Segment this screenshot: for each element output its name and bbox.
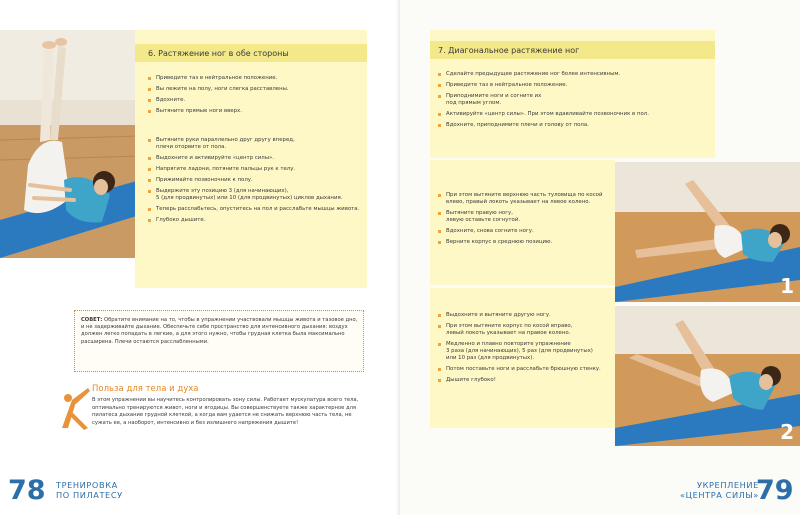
step-item: При этом вытяните корпус по косой вправо, левый локоть указывает на правое колено. (438, 323, 618, 337)
step-item: Сделайте предыдущее растяжение ног более интенсивным. (438, 71, 708, 78)
tip-text-block (81, 317, 359, 346)
exercise-7-title: 7. Диагональное растяжение ног (438, 46, 580, 55)
exercise-photo-v-sit (0, 30, 140, 258)
pilates-pose-icon (58, 382, 92, 432)
step-item: Вытяните прямые ноги вверх. (148, 108, 363, 115)
page-number-left: 78 (8, 475, 46, 506)
section-caption-right (680, 480, 759, 500)
step-item: Теперь расслабьтесь, опуститесь на пол и расслабьте мышцы живота. (148, 206, 363, 213)
photo-number-1: 1 (780, 274, 794, 298)
v-sit-illustration (0, 30, 140, 258)
step-item: Глубоко дышите. (148, 217, 363, 224)
step-item: Приведите таз в нейтральное положение. (438, 82, 708, 89)
exercise-7-steps-bottom (438, 312, 618, 388)
step-item: Приведите таз в нейтральное положение. (148, 75, 363, 82)
exercise-7-steps-middle (438, 192, 614, 250)
exercise-photo-1 (615, 162, 800, 302)
section-caption-left (56, 480, 123, 500)
step-item: Потом поставьте ноги и расслабьте брюшную стенку. (438, 366, 618, 373)
step-item: Вытяните руки параллельно друг другу вперед, плечи оторвите от пола. (148, 137, 363, 151)
diagonal-stretch-illustration-2 (615, 306, 800, 446)
tip-box (74, 310, 364, 372)
step-item: Дышите глубоко! (438, 377, 618, 384)
step-item: Вдохните. (148, 97, 363, 104)
step-item: Вдохните, приподнимите плечи и голову от пола. (438, 122, 708, 129)
benefit-text: В этом упражнении вы научитесь контролировать зону силы. Работает мускулатура всего тела, оптимально тренируются живот, ноги и ягодицы. Вы совершенствуете также характерное для пилатеса дыхание грудной клеткой, а когда вам удается не снижать верхнюю часть тела, не сужать ее, а наоборот, интенсивно и без излишнего напряжения дышите! (92, 397, 359, 426)
tip-label: СОВЕТ: (81, 317, 103, 323)
step-item: Вы лежите на полу, ноги слегка расставлены. (148, 86, 363, 93)
benefit-title: Польза для тела и духа (92, 384, 199, 394)
step-item: Активируйте «центр силы». При этом вдавливайте позвоночник в пол. (438, 111, 708, 118)
page-number-right: 79 (756, 475, 794, 506)
exercise-6-title: 6. Растяжение ног в обе стороны (148, 49, 289, 58)
step-item: Вдохните, снова согните ногу. (438, 228, 614, 235)
step-item: Выдохните и активируйте «центр силы». (148, 155, 363, 162)
step-item: Вытяните правую ногу, левую оставьте согнутой. (438, 210, 614, 224)
step-item: Прижимайте позвоночник к полу. (148, 177, 363, 184)
section-line: УКРЕПЛЕНИЕ (697, 480, 759, 490)
exercise-7-steps-top (438, 71, 708, 133)
step-item: Выдержите эту позицию 3 (для начинающих), 5 (для продвинутых) или 10 (для продвинутых) циклов дыхания. (148, 188, 363, 202)
photo-number-2: 2 (780, 420, 794, 444)
tip-body: Обратите внимание на то, чтобы в упражнении участвовали мышцы живота и тазовое дно, и не задерживайте дыхание. Обеспечьте себе пространство для интенсивного дыхания: воздух должен легко попадать в легкие, а для этого нужно, чтобы грудная клетка была максимально расширена. Плечи остаются расслабленными. (81, 317, 358, 345)
diagonal-stretch-illustration-1 (615, 162, 800, 302)
section-line: ПО ПИЛАТЕСУ (56, 490, 123, 500)
step-item: Медленно и плавно повторите упражнение 3 раза (для начинающих), 5 раз (для продвинутых) или 10 раз (для продвинутых). (438, 341, 618, 361)
section-line: ТРЕНИРОВКА (56, 480, 118, 490)
right-page (400, 0, 800, 515)
step-item: Верните корпус в среднюю позицию. (438, 239, 614, 246)
exercise-photo-2 (615, 306, 800, 446)
step-item: Выдохните и вытяните другую ногу. (438, 312, 618, 319)
step-item: Напрягите ладони, потяните пальцы рук к телу. (148, 166, 363, 173)
step-item: При этом вытяните верхнюю часть туловища по косой влево, правый локоть указывает на левое колено. (438, 192, 614, 206)
step-item: Приподнимите ноги и согните их под прямым углом. (438, 93, 708, 107)
exercise-6-steps (148, 75, 363, 228)
section-line: «ЦЕНТРА СИЛЫ» (680, 490, 759, 500)
